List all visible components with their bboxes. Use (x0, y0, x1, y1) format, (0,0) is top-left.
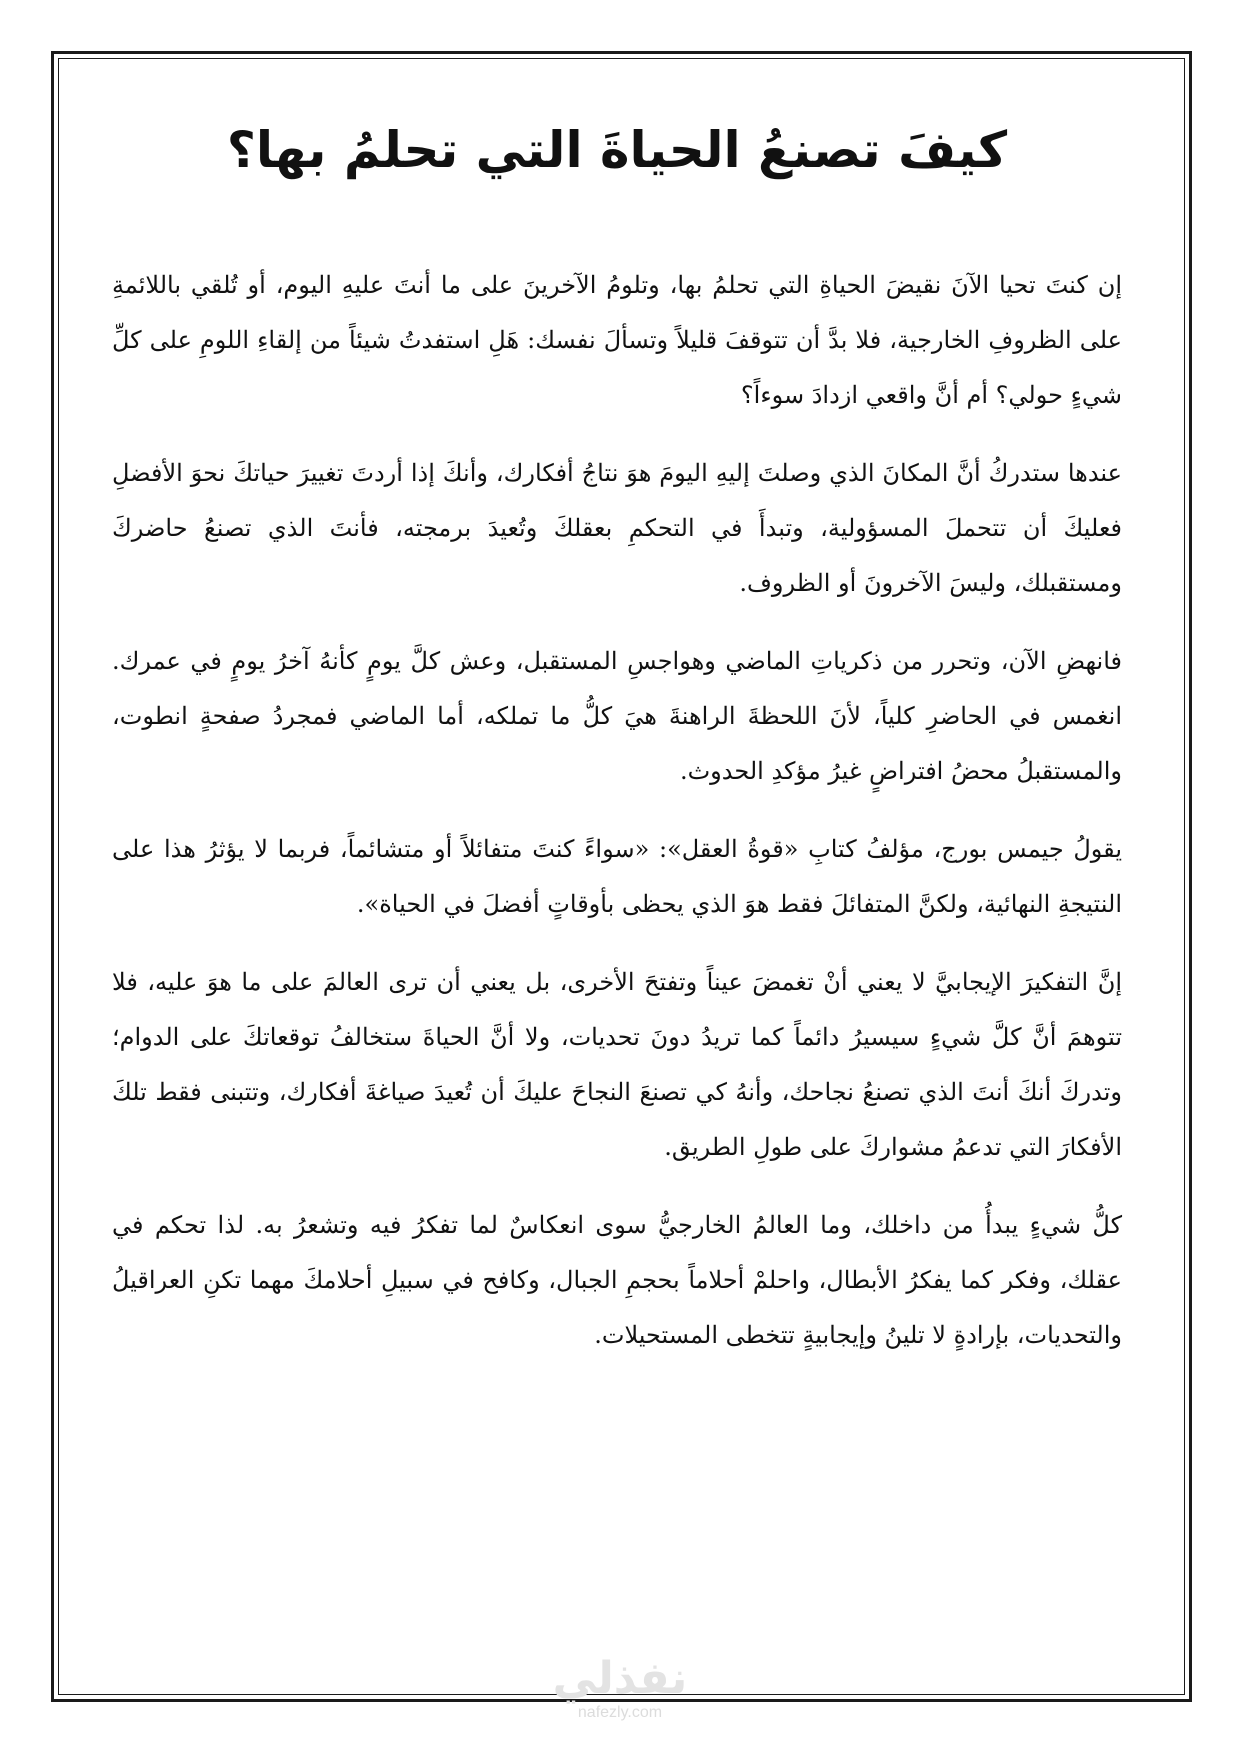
watermark-url: nafezly.com (577, 1704, 663, 1721)
paragraph-2: عندها ستدركُ أنَّ المكانَ الذي وصلتَ إليهِ اليومَ هوَ نتاجُ أفكارك، وأنكَ إذا أردتَ تغييرَ حياتكَ نحوَ الأفضلِ فعليكَ أن تتحملَ المسؤولية، وتبدأَ في التحكمِ بعقلكَ وتُعيدَ برمجته، فأنتَ الذي تصنعُ حاضركَ ومستقبلك، وليسَ الآخرونَ أو الظروف. (112, 459, 1122, 597)
paragraph-1: إن كنتَ تحيا الآنَ نقيضَ الحياةِ التي تحلمُ بها، وتلومُ الآخرينَ على ما أنتَ عليهِ اليوم، أو تُلقي باللائمةِ على الظروفِ الخارجية، فلا بدَّ أن تتوقفَ قليلاً وتسألَ نفسك: هَلِ استفدتُ شيئاً من إلقاءِ اللومِ على كلِّ شيءٍ حولي؟ أم أنَّ واقعي ازدادَ سوءاً؟ (112, 271, 1122, 409)
document-title: كيفَ تصنعُ الحياةَ التي تحلمُ بها؟ (226, 121, 1008, 179)
paragraph-4: يقولُ جيمس بورج، مؤلفُ كتابِ «قوةُ العقل»: «سواءً كنتَ متفائلاً أو متشائماً، فربما لا يؤثرُ هذا على النتيجةِ النهائية، ولكنَّ المتفائلَ فقط هوَ الذي يحظى بأوقاتٍ أفضلَ في الحياة». (112, 835, 1122, 918)
paragraph-3: فانهضِ الآن، وتحرر من ذكرياتِ الماضي وهواجسِ المستقبل، وعش كلَّ يومٍ كأنهُ آخرُ يومٍ في عمرك. انغمس في الحاضرِ كلياً، لأنَ اللحظةَ الراهنةَ هيَ كلُّ ما تملكه، أما الماضي فمجردُ صفحةٍ انطوت، والمستقبلُ محضُ افتراضٍ غيرُ مؤكدِ الحدوث. (112, 647, 1122, 785)
paragraph-6: كلُّ شيءٍ يبدأُ من داخلك، وما العالمُ الخارجيُّ سوى انعكاسٌ لما تفكرُ فيه وتشعرُ به. لذا تحكم في عقلك، وفكر كما يفكرُ الأبطال، واحلمْ أحلاماً بحجمِ الجبال، وكافح في سبيلِ أحلامكَ مهما تكنِ العراقيلُ والتحديات، بإرادةٍ لا تلينُ وإيجابيةٍ تتخطى المستحيلات. (112, 1211, 1123, 1349)
document-body (112, 120, 1122, 1386)
paragraph-5: إنَّ التفكيرَ الإيجابيَّ لا يعني أنْ تغمضَ عيناً وتفتحَ الأخرى، بل يعني أن ترى العالمَ على ما هوَ عليه، فلا تتوهمَ أنَّ كلَّ شيءٍ سيسيرُ دائماً كما تريدُ دونَ تحديات، ولا أنَّ الحياةَ ستخالفُ توقعاتكَ على الدوام؛ وتدركَ أنكَ أنتَ الذي تصنعُ نجاحك، وأنهُ كي تصنعَ النجاحَ عليكَ أن تُعيدَ صياغةَ أفكارك، وتتبنى فقط تلكَ الأفكارَ التي تدعمُ مشواركَ على طولِ الطريق. (112, 968, 1122, 1161)
watermark-arabic: نفذلي (552, 1653, 688, 1704)
